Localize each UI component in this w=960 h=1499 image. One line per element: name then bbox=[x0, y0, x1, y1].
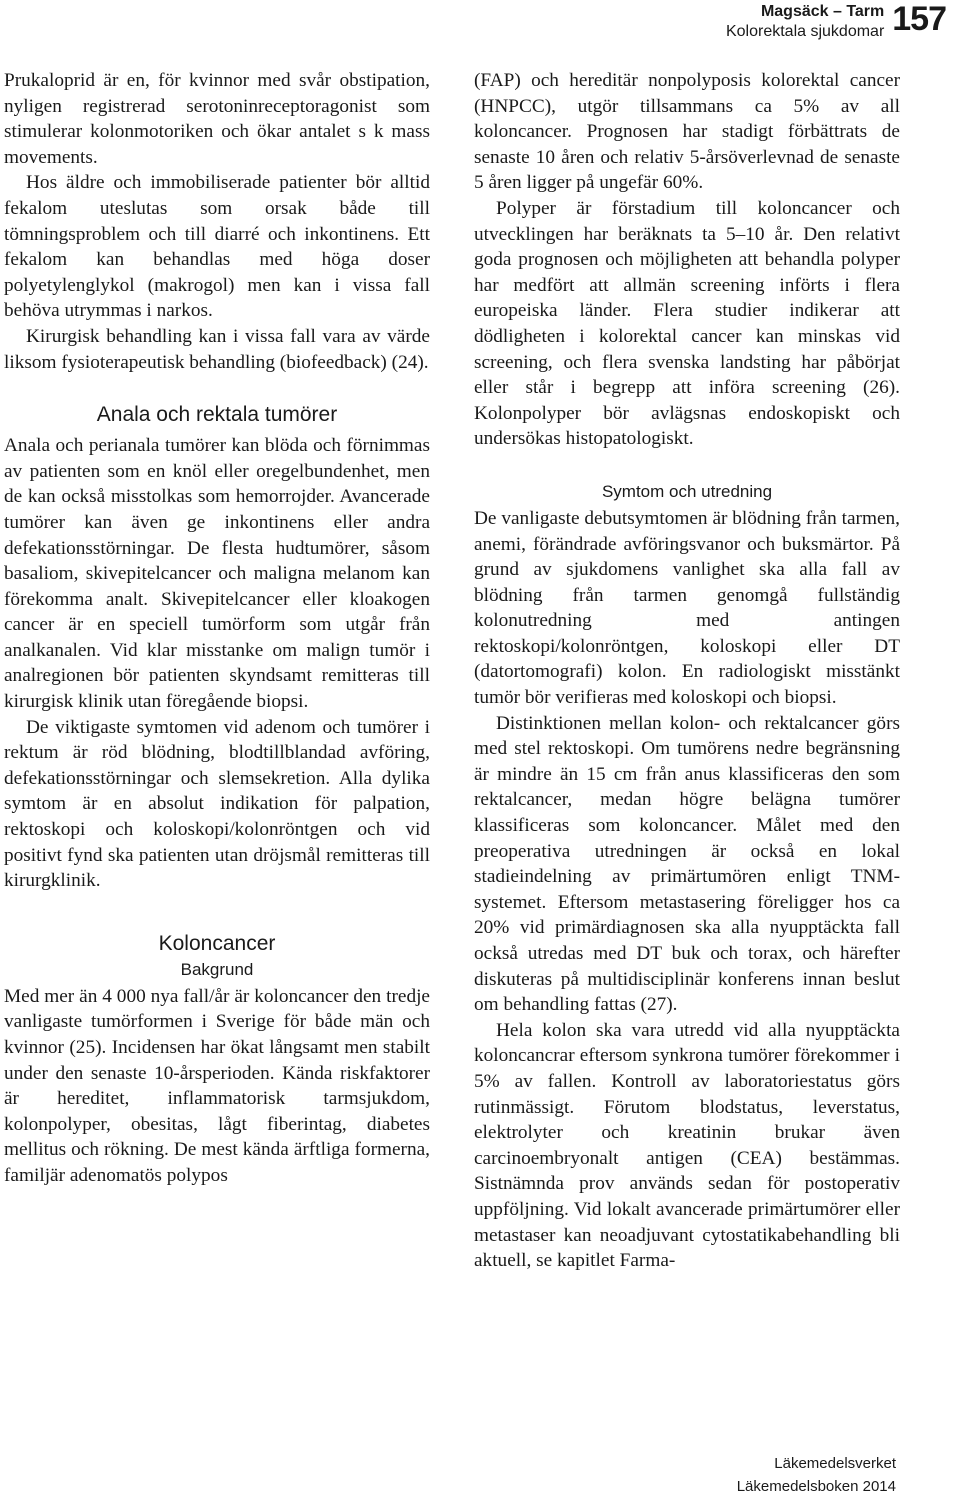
paragraph-prukaloprid: Prukaloprid är en, för kvinnor med svår obstipation, nyligen registrerad serotoninreceptoragonist som stimulerar kolonmotoriken och ökar antalet s k mass movements. bbox=[4, 70, 430, 168]
footer-publisher: Läkemedelsverket bbox=[774, 1455, 896, 1472]
header-subsection: Kolorektala sjukdomar bbox=[725, 23, 885, 40]
paragraph-fap-hnpcc: (FAP) och hereditär nonpolyposis kolorektal cancer (HNPCC), utgör tillsammans ca 5% av all koloncancer. Prognosen har stadigt förbättrats de senaste 10 åren och relativ 5-årsöverlevnad de senaste 5 åren ligger på ungefär 60%. bbox=[474, 70, 900, 194]
paragraph-polyper: Polyper är förstadium till koloncancer och utvecklingen har beräknats ta 5–10 år. Den relativt goda prognosen och möjligheten att behandla polyper har medfört att allmän screening införts i flera europeiska länder. Flera studier indikerar att dödligheten i kolorektal cancer kan minskas vid screening, och flera svenska landsting har påbörjat eller står i begrepp att införa screening (26). Kolonpolyper bör avlägsnas endoskopiskt och undersökas histopatologiskt. bbox=[474, 197, 900, 450]
paragraph-debutsymtom: De vanligaste debutsymtomen är blödning från tarmen, anemi, förändrade avföringsvanor och buksmärtor. På grund av sjukdomens vanlighet ska alla fall av blödning från tarmen genomgå fullständig kolonutredning med antingen rektoskopi/kolonröntgen, koloskopi eller DT (datortomografi) kolon. En radiologiskt misstänkt tumör bör verifieras med koloskopi och biopsi. bbox=[474, 507, 900, 709]
paragraph-fekalom: Hos äldre och immobiliserade patienter bör alltid fekalom uteslutas som orsak både till tömningsproblem och till diarré och inkontinens. Ett fekalom kan behandlas med höga doser polyetylenglykol (makrogol) men kan i vissa fall behöva utrymmas i narkos. bbox=[4, 172, 430, 322]
running-header bbox=[726, 2, 946, 44]
right-column bbox=[474, 68, 900, 1274]
paragraph-anala-tumorer: Anala och perianala tumörer kan blöda och förnimmas av patienten som en knöl eller oregelbundenhet, men de kan också misstolkas som hemorrojder. Avancerade tumörer kan även ge inkontinens eller andra defekationsstörningar. De flesta hudtumörer, såsom basaliom, skivepitelcancer och maligna melanom kan förekomma analt. Skivepitelcancer eller kloakogen cancer är en speciell tumörform som utgår från analkanalen. Vid klar misstanke om malign tumör i analregionen bör patienten skyndsamt remitteras till kirurgisk klinik utan föregående biopsi. bbox=[4, 435, 430, 713]
heading-anala-rektala-tumorer: Anala och rektala tumörer bbox=[96, 403, 338, 427]
page-footer bbox=[737, 1452, 896, 1498]
left-column bbox=[4, 68, 430, 1189]
heading-koloncancer: Koloncancer bbox=[158, 931, 276, 955]
subheading-bakgrund: Bakgrund bbox=[180, 959, 254, 979]
paragraph-viktigaste-symtomen: De viktigaste symtomen vid adenom och tumörer i rektum är röd blödning, blodtillblandad avföring, defekationsstörningar och slemsekretion. Alla dylika symtom är en absolut indikation för palpation, rektoskopi och koloskopi/kolonröntgen och vid positivt fynd ska patienten utan dröjsmål remitteras till kirurgklinik. bbox=[4, 716, 430, 892]
page-number: 157 bbox=[892, 0, 946, 38]
subheading-symtom-utredning: Symtom och utredning bbox=[601, 481, 773, 501]
paragraph-distinktion: Distinktionen mellan kolon- och rektalcancer görs med stel rektoskopi. Om tumörens nedre begränsning är mindre än 15 cm från anus klassificeras den som rektalcancer, medan högre belägna tumörer klassificeras som koloncancer. Målet med den preoperativa utredningen är också en lokal stadieindelning av primärtumören enligt TNM-systemet. Eftersom metastasering föreligger hos ca 20% vid primärdiagnosen ska alla nyupptäckta fall också utredas med DT buk och torax, och härefter diskuteras på multidisciplinär konferens innan beslut om behandling fattas (27). bbox=[474, 712, 900, 1016]
header-section: Magsäck – Tarm bbox=[760, 3, 885, 20]
footer-book: Läkemedelsboken 2014 bbox=[736, 1478, 896, 1495]
paragraph-hela-kolon: Hela kolon ska vara utredd vid alla nyupptäckta koloncancrar eftersom synkrona tumörer förekommer i 5% av fallen. Kontroll av laboratoriestatus görs rutinmässigt. Förutom blodstatus, leverstatus, elektrolyter och kreatinin brukar även carcinoembryonalt antigen (CEA) bestämmas. Sistnämnda prov används sedan för postoperativ uppföljning. Vid lokalt avancerade primärtumörer eller metastaser kan neoadjuvant cytostatikabehandling bli aktuell, se kapitlet Farma- bbox=[474, 1019, 900, 1272]
paragraph-bakgrund: Med mer än 4 000 nya fall/år är koloncancer den tredje vanligaste tumörformen i Sverige för både män och kvinnor (25). Incidensen har ökat långsamt men stabilt under den senaste 10-årsperioden. Kända riskfaktorer är hereditet, inflammatorisk tarmsjukdom, kolonpolyper, obesitas, lågt fiberintag, diabetes mellitus och rökning. De mest kända ärftliga formerna, familjär adenomatös polypos bbox=[4, 985, 430, 1186]
paragraph-kirurgisk-behandling: Kirurgisk behandling kan i vissa fall vara av värde liksom fysioterapeutisk behandling (biofeedback) (24). bbox=[4, 325, 430, 373]
header-text bbox=[726, 2, 884, 42]
